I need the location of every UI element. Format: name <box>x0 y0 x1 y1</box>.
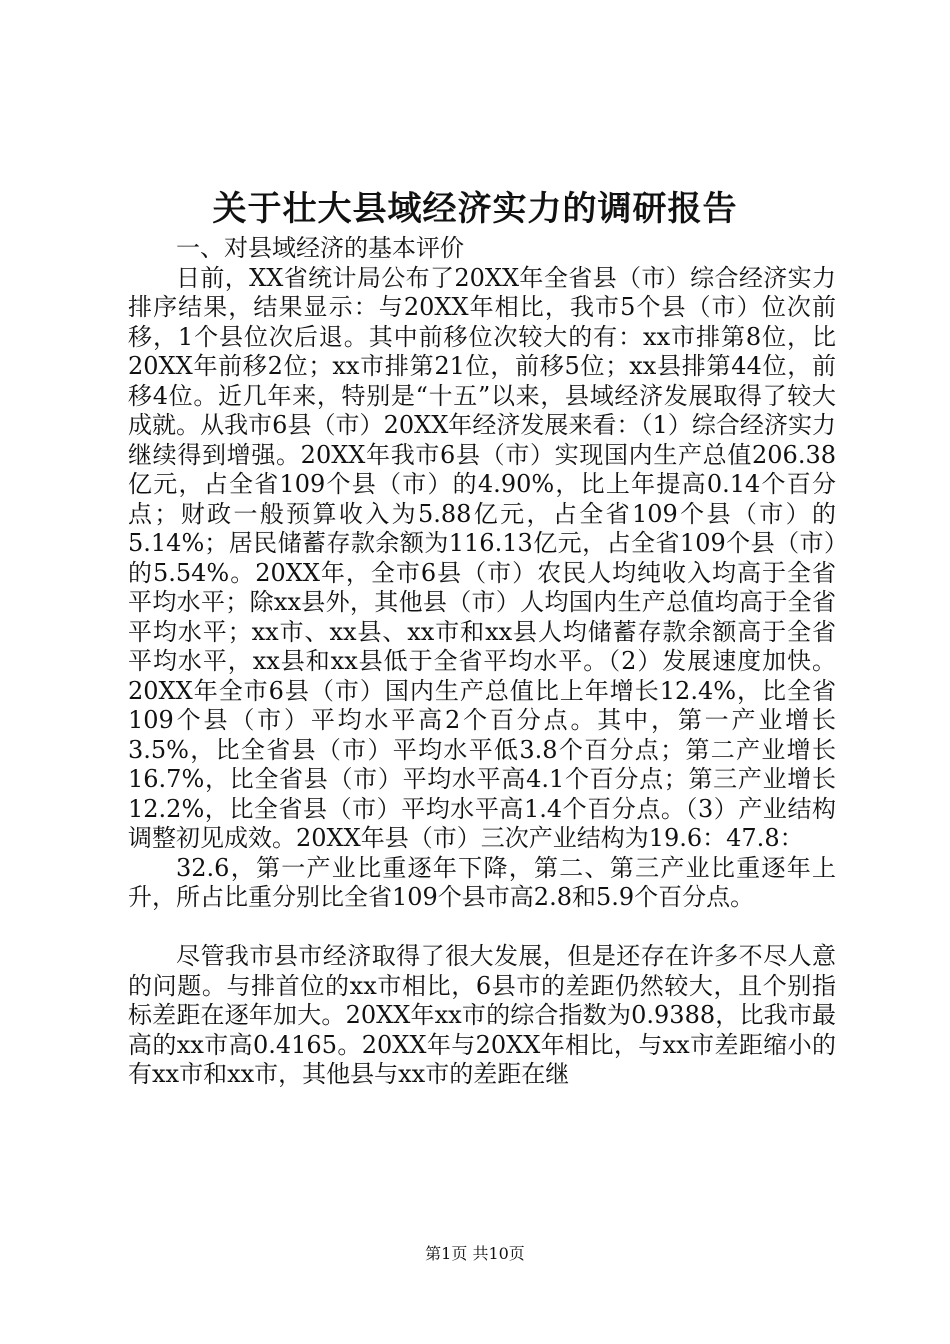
paragraph-2: 32.6，第一产业比重逐年下降，第二、第三产业比重逐年上升，所占比重分别比全省109个县市高2.8和5.9个百分点。 <box>128 853 836 911</box>
paragraph-3: 尽管我市县市经济取得了很大发展，但是还存在许多不尽人意的问题。与排首位的xx市相比，6县市的差距仍然较大，且个别指标差距在逐年加大。20XX年xx市的综合指数为0.9388，比我市最高的xx市高0.4165。20XX年与20XX年相比，与xx市差距缩小的有xx市和xx市，其他县与xx市的差距在继 <box>128 942 836 1088</box>
document-title: 关于壮大县域经济实力的调研报告 <box>212 189 738 229</box>
section-heading: 一、对县域经济的基本评价 <box>176 234 464 262</box>
page-footer: 第1页 共10页 <box>425 1244 525 1263</box>
paragraph-1: 日前，XX省统计局公布了20XX年全省县（市）综合经济实力排序结果，结果显示：与20XX年相比，我市5个县（市）位次前移，1个县位次后退。其中前移位次较大的有：xx市排第8位，比20XX年前移2位；xx市排第21位，前移5位；xx县排第44位，前移4位。近几年来，特别是“十五”以来，县域经济发展取得了较大成就。从我市6县（市）20XX年经济发展来看：（1）综合经济实力继续得到增强。20XX年我市6县（市）实现国内生产总值206.38亿元，占全省109个县（市）的4.90%，比上年提高0.14个百分点；财政一般预算收入为5.88亿元，占全省109个县（市）的5.14%；居民储蓄存款余额为116.13亿元，占全省109个县（市）的5.54%。20XX年，全市6县（市）农民人均纯收入均高于全省平均水平；除xx县外，其他县（市）人均国内生产总值均高于全省平均水平；xx市、xx县、xx市和xx县人均储蓄存款余额高于全省平均水平，xx县和xx县低于全省平均水平。（2）发展速度加快。20XX年全市6县（市）国内生产总值比上年增长12.4%，比全省109个县（市）平均水平高2个百分点。其中，第一产业增长3.5%，比全省县（市）平均水平低3.8个百分点；第二产业增长16.7%，比全省县（市）平均水平高4.1个百分点；第三产业增长12.2%，比全省县（市）平均水平高1.4个百分点。（3）产业结构调整初见成效。20XX年县（市）三次产业结构为19.6：47.8： <box>128 263 836 852</box>
document-body <box>128 234 836 1090</box>
